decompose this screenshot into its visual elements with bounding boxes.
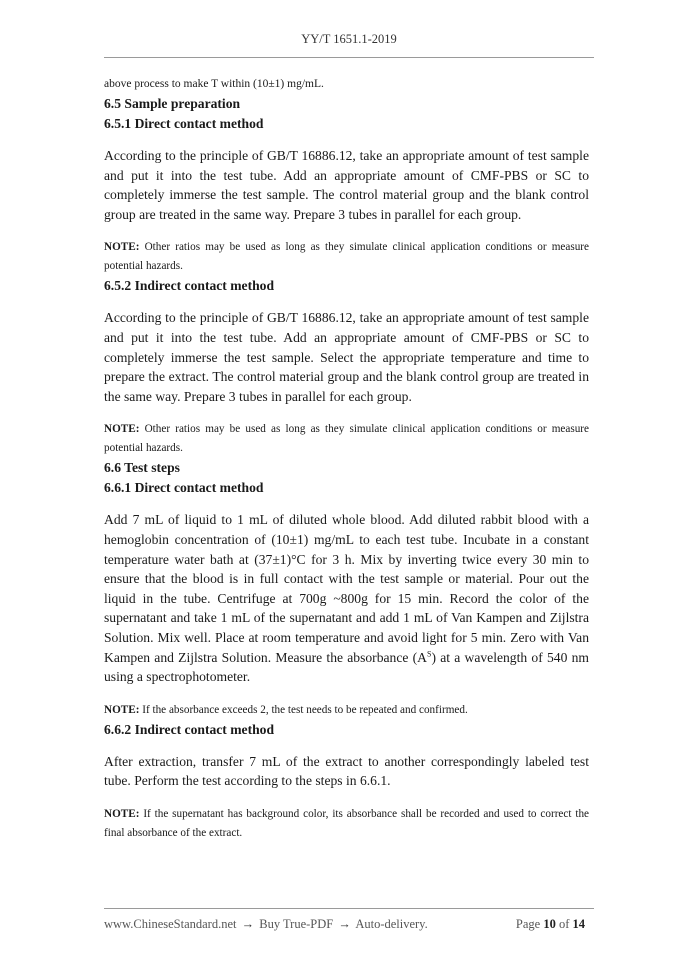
section-6-5-2-paragraph: According to the principle of GB/T 16886.12, take an appropriate amount of test sample and put it into the test tube. Add an appropriate amount of CMF-PBS or SC to completely immerse the test sample. Select the appropriate temperature and time to prepare the extract. The control material group and the blank control group are treated in the same way. Prepare 3 tubes in parallel for each group. bbox=[104, 310, 589, 404]
site-link[interactable]: www.ChineseStandard.net bbox=[104, 917, 237, 931]
section-6-5-1-paragraph: According to the principle of GB/T 16886.12, take an appropriate amount of test sample and put it into the test tube. Add an appropriate amount of CMF-PBS or SC to completely immerse the test sample. The control material group and the blank control group are treated in the same way. Prepare 3 tubes in parallel for each group. bbox=[104, 148, 589, 222]
section-6-6-title: 6.6 Test steps bbox=[104, 460, 180, 476]
page-counter bbox=[516, 917, 585, 932]
of-word: of bbox=[558, 917, 570, 931]
note-label: NOTE: bbox=[104, 703, 140, 716]
intro-line: above process to make T within (10±1) mg/mL. bbox=[104, 78, 324, 90]
auto-delivery-text: Auto-delivery. bbox=[355, 917, 428, 931]
section-6-6-1-title: 6.6.1 Direct contact method bbox=[104, 480, 264, 496]
footer-promo bbox=[104, 917, 428, 932]
absorbance-superscript: S bbox=[426, 648, 432, 658]
section-6-6-2-title: 6.6.2 Indirect contact method bbox=[104, 721, 275, 737]
section-6-6-2-paragraph: After extraction, transfer 7 mL of the extract to another correspondingly labeled test tube. Perform the test according to the steps in 6.6.1. bbox=[104, 753, 589, 789]
page-word: Page bbox=[515, 917, 541, 931]
page-number: 10 bbox=[543, 917, 556, 931]
section-6-5-title: 6.5 Sample preparation bbox=[104, 96, 241, 111]
section-6-6-1-paragraph bbox=[104, 510, 589, 686]
buy-pdf-link[interactable]: Buy True-PDF bbox=[259, 917, 334, 931]
section-6-6-2-note bbox=[104, 805, 589, 843]
section-6-5-2-note bbox=[104, 420, 589, 458]
note-label: NOTE: bbox=[104, 241, 140, 254]
paragraph-text-b: ) at a wavelength of 540 nm using a spectrophotometer. bbox=[104, 649, 589, 685]
section-6-6-1-note bbox=[104, 701, 589, 720]
arrow-right-icon: → bbox=[241, 917, 255, 931]
arrow-right-icon: → bbox=[338, 917, 351, 931]
note-label: NOTE: bbox=[104, 807, 140, 820]
section-6-5-2-title: 6.5.2 Indirect contact method bbox=[104, 278, 275, 294]
footer-divider bbox=[104, 908, 594, 909]
section-6-5-1-title: 6.5.1 Direct contact method bbox=[104, 116, 264, 131]
document-body bbox=[104, 74, 589, 843]
note-text: Other ratios may be used as long as they simulate clinical application conditions or measure potential hazards. bbox=[104, 241, 589, 273]
section-6-5-1-note bbox=[104, 238, 589, 276]
note-label: NOTE: bbox=[104, 423, 140, 436]
note-text: If the supernatant has background color, its absorbance shall be recorded and used to correct the final absorbance of the extract. bbox=[104, 807, 589, 839]
page-header: YY/T 1651.1-2019 bbox=[301, 32, 397, 46]
header-divider bbox=[104, 57, 594, 58]
note-text: Other ratios may be used as long as they simulate clinical application conditions or measure potential hazards. bbox=[104, 423, 589, 455]
page-total: 14 bbox=[572, 917, 585, 931]
paragraph-text-a: Add 7 mL of liquid to 1 mL of diluted whole blood. Add diluted rabbit blood with a hemoglobin concentration of (10±1) mg/mL to each test tube. Incubate in a constant temperature water bath at (37±1)°C for 3 h. Mix by inverting twice every 30 min to ensure that the blood is in full contact with the test sample or material. Pour out the liquid in the tube. Centrifuge at 700g ~800g for 15 min. Record the color of the supernatant and take 1 mL of the supernatant and add 1 mL of Van Kampen and Zijlstra Solution. Mix well. Place at room temperature and avoid light for 5 min. Zero with Van Kampen and Zijlstra Solution. Measure the absorbance (A bbox=[104, 512, 589, 665]
note-text: If the absorbance exceeds 2, the test needs to be repeated and confirmed. bbox=[139, 703, 468, 716]
